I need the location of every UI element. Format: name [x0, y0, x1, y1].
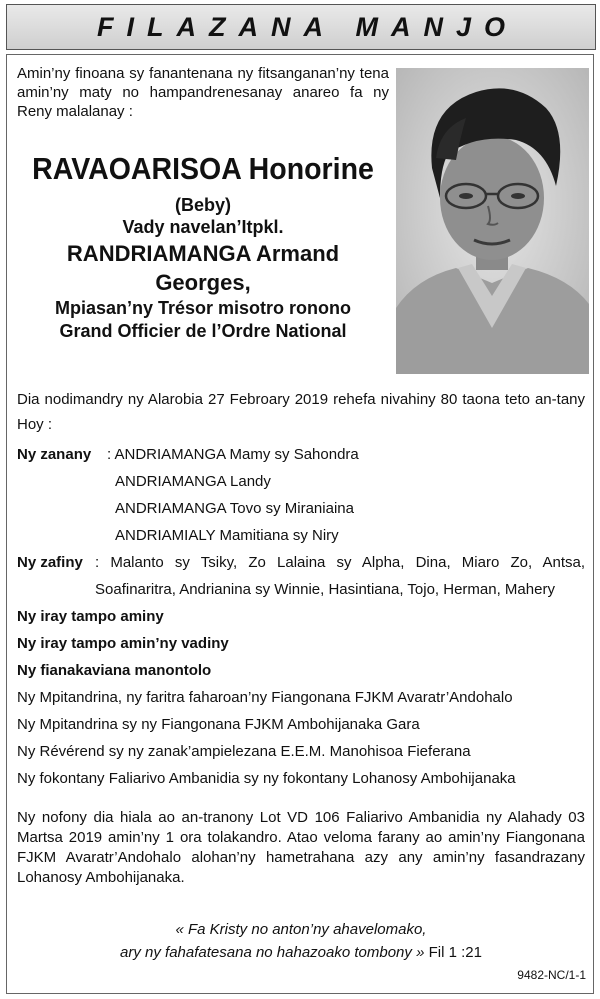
other-mourner: Ny Mpitandrina sy ny Fiangonana FJKM Ambohijanaka Gara [17, 716, 420, 733]
deceased-nickname: (Beby) [174, 195, 231, 215]
children-names [107, 441, 359, 549]
deceased-name: RAVAOARISOA Honorine [32, 151, 374, 186]
grandchildren-names: : Malanto sy Tsiky, Zo Lalaina sy Alpha, Dina, Miaro Zo, Antsa, Soafinaritra, Andrianina sy Winnie, Hasintiana, Tojo, Herman, Mahery [95, 554, 585, 598]
announcement-text: Dia nodimandry ny Alarobia 27 Febroary 2019 rehefa nivahiny 80 taona teto an-tany Hoy : [17, 391, 585, 433]
child-name: ANDRIAMANGA Landy [115, 473, 271, 490]
other-mourner: Ny fokontany Faliarivo Ambanidia sy ny fokontany Lohanosy Ambohijanaka [17, 770, 516, 787]
reference-code: 9482-NC/1-1 [517, 968, 586, 982]
children-label: Ny zanany [17, 446, 92, 463]
header-title: FILAZANA MANJO [97, 11, 518, 42]
children-row [17, 441, 585, 549]
family-line: Ny fianakaviana manontolo [17, 662, 212, 679]
husband-name-line2: Georges, [155, 270, 251, 295]
bible-quote [17, 918, 585, 964]
child-name: ANDRIAMANGA Tovo sy Miraniaina [115, 500, 354, 517]
grandchildren-row [17, 549, 585, 603]
relation-line: Vady navelan’Itpkl. [122, 217, 284, 237]
header-banner [6, 4, 596, 50]
husband-title2: Grand Officier de l’Ordre National [59, 321, 347, 341]
portrait-photo [396, 68, 589, 374]
quote-line2: ary ny fahafatesana no hahazoako tombony » [120, 944, 425, 961]
intro-text: Amin’ny finoana sy fanantenana ny fitsanganan’ny tena amin’ny maty no hampandrenesanay anareo fa ny Reny malalanay : [17, 65, 389, 120]
deceased-name-block [14, 150, 392, 343]
other-mourner: Ny Mpitandrina, ny faritra faharoan’ny Fiangonana FJKM Avaratr’Andohalo [17, 689, 513, 706]
family-line: Ny iray tampo aminy [17, 608, 164, 625]
funeral-details: Ny nofony dia hiala ao an-tranony Lot VD 106 Faliarivo Ambanidia ny Alahady 03 Martsa 2019 amin’ny 1 ora tolakandro. Atao veloma farany ao amin’ny Fiangonana FJKM Avaratr’Andohalo alohan’ny hametrahana azy any amin’ny fasandrazany Lohanosy Ambohijanaka. [17, 809, 585, 886]
other-mourner: Ny Révérend sy ny zanak’ampielezana E.E.M. Manohisoa Fieferana [17, 743, 471, 760]
husband-title1: Mpiasan’ny Trésor misotro ronono [54, 298, 352, 318]
husband-name-line1: RANDRIAMANGA Armand [66, 241, 340, 266]
family-line: Ny iray tampo amin’ny vadiny [17, 635, 229, 652]
quote-reference: Fil 1 :21 [428, 944, 482, 961]
mourners-list [17, 441, 585, 792]
grandchildren-label: Ny zafiny [17, 554, 83, 571]
child-name: : ANDRIAMANGA Mamy sy Sahondra [107, 446, 359, 463]
child-name: ANDRIAMIALY Mamitiana sy Niry [115, 527, 339, 544]
quote-line1: « Fa Kristy no anton’ny ahavelomako, [175, 921, 427, 938]
